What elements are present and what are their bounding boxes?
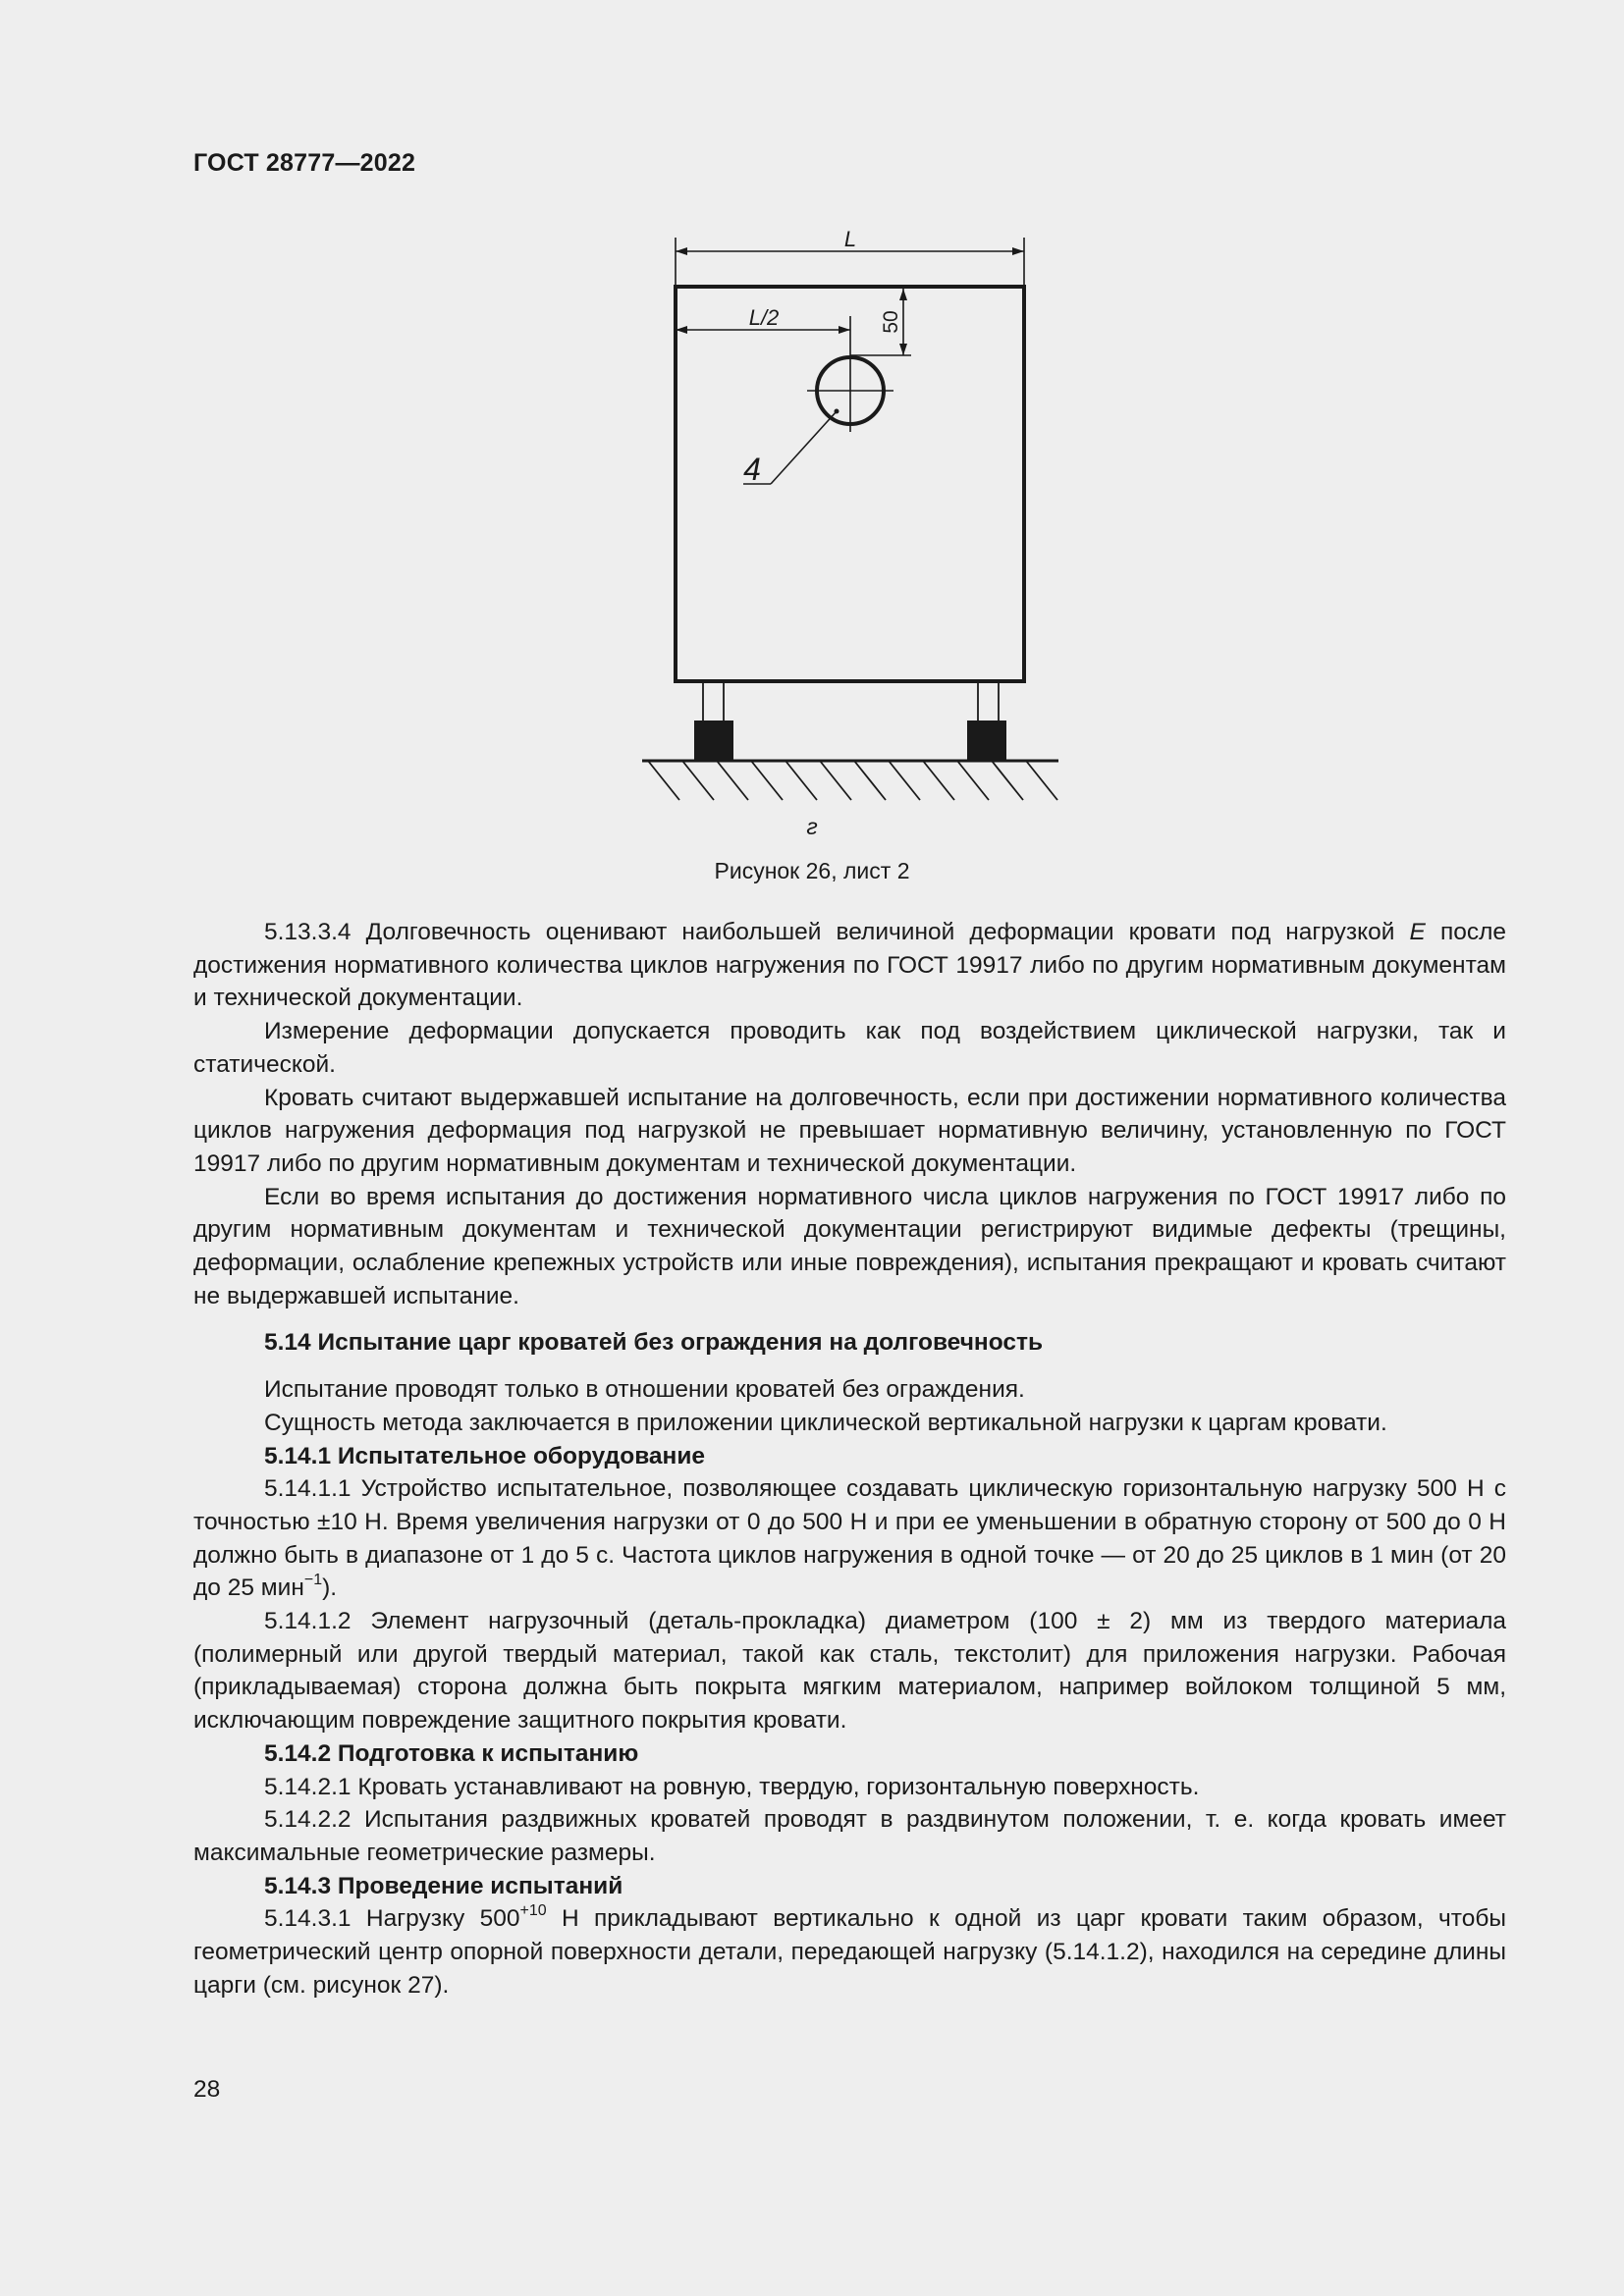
paragraph: Сущность метода заключается в приложении циклической вертикальной нагрузки к царгам кровати. <box>264 1409 1387 1436</box>
section-heading-5-14-1: 5.14.1 Испытательное оборудование <box>264 1442 706 1469</box>
figure-26-sheet-2 <box>628 224 1070 813</box>
paragraph-5-14-1-2: 5.14.1.2 Элемент нагрузочный (деталь-прокладка) диаметром (100 ± 2) мм из твердого материала (полимерный или другой твердый материал, такой как сталь, текстолит) для приложения нагрузки. Рабочая (прикладываемая) сторона должна быть покрыта мягким материалом, например войлоком толщиной 5 мм, исключающим повреждение защитного покрытия кровати. <box>193 1608 1506 1735</box>
paragraph: Испытание проводят только в отношении кроватей без ограждения. <box>264 1376 1025 1404</box>
paragraph-5-13-3-4: 5.13.3.4 Долговечность оценивают наибольшей величиной деформации кровати под нагрузкой E после достижения нормативного количества циклов нагружения по ГОСТ 19917 либо по другим нормативным документам и технической документации. <box>193 919 1507 1012</box>
page-number: 28 <box>193 2076 221 2103</box>
paragraph: Измерение деформации допускается проводить как под воздействием циклической нагрузки, так и статической. <box>193 1018 1506 1078</box>
section-heading-5-14-2: 5.14.2 Подготовка к испытанию <box>264 1739 639 1767</box>
section-heading-5-14-3: 5.14.3 Проведение испытаний <box>264 1872 623 1899</box>
bed-legs <box>694 683 1006 760</box>
load-pad-circle <box>807 357 893 432</box>
paragraph-5-14-3-1: 5.14.3.1 Нагрузку $500^{+10}$ Н прикладывают вертикально к одной из царг кровати таким образом, чтобы геометрический центр опорной поверхности детали, передающей нагрузку (5.14.1.2), находился на середине длины царги (см. рисунок 27). <box>193 1902 1506 1999</box>
paragraph: Если во время испытания до достижения нормативного числа циклов нагружения по ГОСТ 19917 либо по другим нормативным документам и технической документации регистрируют видимые дефекты (трещины, деформации, ослабление крепежных устройств или иные повреждения), испытания прекращают и кровать считают не выдержавшей испытание. <box>193 1183 1506 1309</box>
floor-hatching <box>642 761 1058 800</box>
callout-4 <box>743 411 837 487</box>
paragraph: Кровать считают выдержавшей испытание на долговечность, если при достижении нормативного количества циклов нагружения деформация под нагрузкой не превышает нормативную величину, установленную по ГОСТ 19917 либо по другим нормативным документам и технической документации. <box>193 1084 1506 1177</box>
dimension-total-length <box>676 227 1024 287</box>
variable-E: E <box>1409 919 1426 945</box>
dim-label-50: 50 <box>880 310 902 334</box>
figure-sub-label: г <box>806 814 818 839</box>
document-header: ГОСТ 28777—2022 <box>193 149 416 177</box>
dimension-offset-50 <box>850 289 911 355</box>
figure-caption: Рисунок 26, лист 2 <box>714 858 910 883</box>
paragraph-5-14-1-1: 5.14.1.1 Устройство испытательное, позволяющее создавать циклическую горизонтальную нагрузку 500 Н с точностью ±10 Н. Время увеличения нагрузки от 0 до 500 Н и при ее уменьшении в обратную сторону от 500 до 0 Н должно быть в диапазоне от 1 до 5 с. Частота циклов нагружения в одной точке — от 20 до 25 циклов в 1 мин (от 20 до 25 мин$^{-1}$). <box>193 1475 1506 1602</box>
document-body <box>193 916 1506 2002</box>
dim-label-L: L <box>843 227 857 251</box>
dim-label-L-half: L/2 <box>748 305 780 330</box>
paragraph-5-14-2-1: 5.14.2.1 Кровать устанавливают на ровную, твердую, горизонтальную поверхность. <box>264 1773 1200 1800</box>
callout-label-4: 4 <box>743 452 761 487</box>
dimension-half-length <box>676 305 850 368</box>
section-heading-5-14: 5.14 Испытание царг кроватей без ограждения на долговечность <box>264 1329 1044 1357</box>
paragraph-5-14-2-2: 5.14.2.2 Испытания раздвижных кроватей проводят в раздвинутом положении, т. е. когда кровать имеет максимальные геометрические размеры. <box>193 1806 1506 1866</box>
